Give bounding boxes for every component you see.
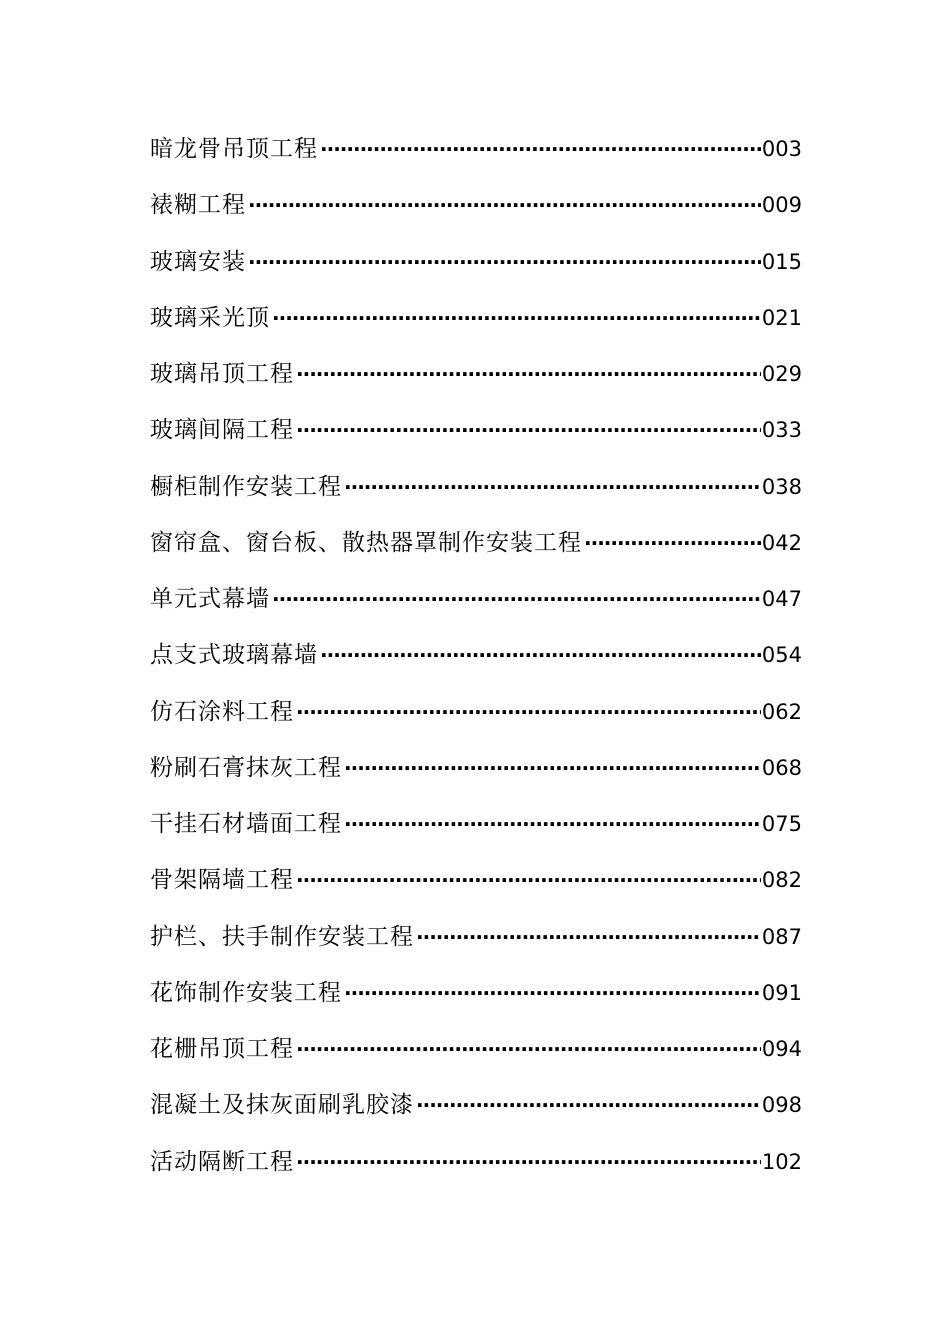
toc-entry-title: 单元式幕墙 [150,586,270,612]
toc-entry-title: 活动隔断工程 [150,1148,294,1175]
toc-dot-leader [344,796,761,852]
toc-entry[interactable] [150,177,802,233]
toc-entry[interactable] [150,852,802,908]
toc-entry-page: 038 [761,474,802,499]
toc-entry-title: 粉刷石膏抹灰工程 [150,754,342,781]
toc-dot-leader [248,234,761,290]
toc-entry-page: 042 [761,530,802,555]
toc-entry-title: 干挂石材墙面工程 [150,811,342,837]
toc-dot-leader [296,1021,761,1077]
toc-entry-page: 082 [761,868,802,893]
toc-entry-page: 068 [761,755,802,780]
toc-entry[interactable] [150,740,802,796]
toc-entry[interactable] [150,684,802,740]
toc-entry[interactable] [150,1021,802,1077]
toc-dot-leader [416,909,761,965]
toc-entry[interactable] [150,571,802,627]
toc-dot-leader [272,290,761,346]
toc-entry-title: 仿石涂料工程 [150,698,294,725]
toc-dot-leader [296,852,761,908]
toc-entry-page: 091 [761,980,802,1005]
toc-dot-leader [296,346,761,402]
toc-entry-title: 暗龙骨吊顶工程 [150,136,318,162]
toc-entry-title: 点支式玻璃幕墙 [150,642,318,669]
toc-entry-page: 029 [761,362,802,386]
toc-entry-page: 003 [761,137,802,161]
toc-entry-title: 骨架隔墙工程 [150,867,294,894]
toc-dot-leader [296,684,761,740]
toc-entry-title: 混凝土及抹灰面刷乳胶漆 [150,1092,414,1119]
toc-dot-leader [272,571,761,627]
toc-dot-leader [248,177,761,233]
toc-entry[interactable] [150,1134,802,1190]
toc-entry-page: 094 [761,1037,802,1061]
toc-entry[interactable] [150,459,802,515]
toc-entry[interactable] [150,796,802,852]
toc-dot-leader [296,1134,761,1190]
toc-dot-leader [344,740,761,796]
toc-dot-leader [320,121,761,177]
toc-entry[interactable] [150,1077,802,1133]
toc-dot-leader [344,965,761,1021]
toc-entry-page: 062 [761,699,802,724]
toc-entry-page: 021 [761,305,802,330]
toc-entry-title: 花饰制作安装工程 [150,979,342,1006]
toc-entry-page: 015 [761,249,802,274]
toc-entry-page: 075 [761,812,802,836]
toc-entry-page: 047 [761,587,802,611]
toc-entry-page: 033 [761,418,802,443]
toc-entry[interactable] [150,346,802,402]
toc-entry-title: 玻璃间隔工程 [150,417,294,444]
toc-entry-title: 裱糊工程 [150,192,246,219]
toc-entry-title: 玻璃吊顶工程 [150,361,294,387]
toc-entry[interactable] [150,909,802,965]
toc-entry-page: 054 [761,643,802,668]
toc-dot-leader [416,1077,761,1133]
toc-entry[interactable] [150,290,802,346]
toc-entry-page: 009 [761,193,802,218]
toc-entry-page: 098 [761,1093,802,1118]
toc-entry[interactable] [150,121,802,177]
toc-entry-title: 玻璃安装 [150,248,246,275]
toc-entry[interactable] [150,627,802,683]
toc-entry[interactable] [150,965,802,1021]
toc-entry[interactable] [150,402,802,458]
toc-entry-title: 窗帘盒、窗台板、散热器罩制作安装工程 [150,529,582,556]
table-of-contents [150,121,802,1190]
toc-entry-title: 玻璃采光顶 [150,304,270,331]
toc-dot-leader [584,515,761,571]
toc-dot-leader [296,402,761,458]
toc-entry-title: 护栏、扶手制作安装工程 [150,923,414,950]
toc-entry[interactable] [150,234,802,290]
toc-entry-page: 102 [761,1149,802,1174]
toc-dot-leader [344,459,761,515]
toc-entry-title: 橱柜制作安装工程 [150,473,342,500]
toc-dot-leader [320,627,761,683]
toc-entry-page: 087 [761,924,802,949]
toc-entry[interactable] [150,515,802,571]
toc-entry-title: 花栅吊顶工程 [150,1036,294,1062]
